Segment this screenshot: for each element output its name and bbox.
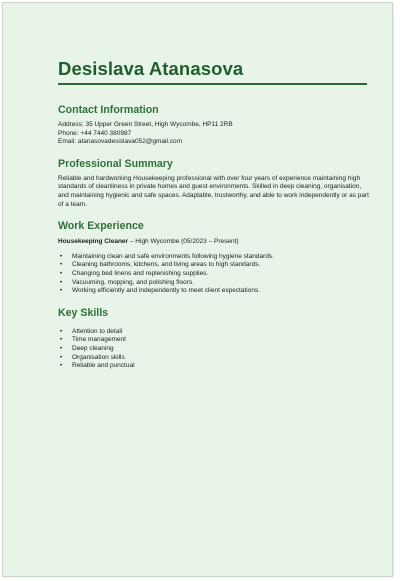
summary-section (58, 158, 368, 209)
list-item (58, 345, 368, 354)
list-item-text: Reliable and punctual (72, 362, 135, 370)
list-item (58, 362, 368, 371)
skills-bullet-list (58, 328, 368, 371)
resume-content (58, 59, 368, 371)
bullet-icon: • (60, 353, 63, 361)
list-item-text: Changing bed linens and replenishing supplies. (72, 269, 209, 277)
bullet-icon: • (60, 269, 63, 277)
list-item-text: Deep cleaning (72, 344, 114, 352)
list-item (58, 270, 368, 279)
list-item-text: Organisation skills (72, 353, 125, 361)
bullet-icon: • (60, 252, 63, 260)
list-item-text: Cleaning bathrooms, kitchens, and living areas to high standards. (72, 261, 261, 269)
list-item-text: Working efficiently and independently to meet client expectations. (72, 287, 261, 295)
bullet-icon: • (60, 336, 63, 344)
list-item (58, 287, 368, 296)
bullet-icon: • (60, 261, 63, 269)
skills-section (58, 307, 368, 371)
contact-heading: Contact Information (58, 104, 159, 116)
title-divider (58, 83, 367, 85)
job-details: – High Wycombe (05/2023 – Present) (128, 238, 239, 246)
list-item-text: Maintaining clean and safe environments following hygiene standards. (72, 252, 274, 260)
bullet-icon: • (60, 344, 63, 352)
summary-heading: Professional Summary (58, 157, 173, 170)
candidate-name: Desislava Atanasova (58, 58, 244, 79)
list-item (58, 261, 368, 270)
bullet-icon: • (60, 362, 63, 370)
bullet-icon: • (60, 327, 63, 335)
experience-heading: Work Experience (58, 220, 144, 233)
contact-section (58, 104, 368, 147)
list-item (58, 253, 368, 262)
list-item (58, 336, 368, 345)
experience-section (58, 220, 368, 296)
summary-text: Reliable and hardworking Housekeeping professional with over four years of experience maintaining high standards of cleanliness in private homes and guest environments. Skilled in deep cleaning, organisation, and maintaining hygienic and safe spaces. Adaptable, trustworthy, and able to work independently or as part of a team. (58, 174, 369, 208)
bullet-icon: • (60, 278, 63, 286)
job-line (58, 238, 368, 247)
job-title: Housekeeping Cleaner (58, 238, 129, 246)
contact-phone: Phone: +44 7440 380987 (58, 129, 132, 137)
list-item (58, 354, 368, 363)
list-item (58, 279, 368, 288)
contact-details (58, 121, 368, 147)
list-item-text: Attention to detail (72, 327, 123, 335)
contact-email: Email: atanasovadesislava052@gmail.com (58, 138, 183, 146)
bullet-icon: • (60, 287, 63, 295)
skills-heading: Key Skills (58, 306, 109, 319)
list-item (58, 328, 368, 337)
experience-bullet-list (58, 253, 368, 296)
list-item-text: Time management (72, 336, 126, 344)
list-item-text: Vacuuming, mopping, and polishing floors. (72, 278, 195, 286)
contact-address: Address: 35 Upper Green Street, High Wycombe, HP11 2RB (58, 121, 233, 128)
resume-page (2, 2, 393, 577)
